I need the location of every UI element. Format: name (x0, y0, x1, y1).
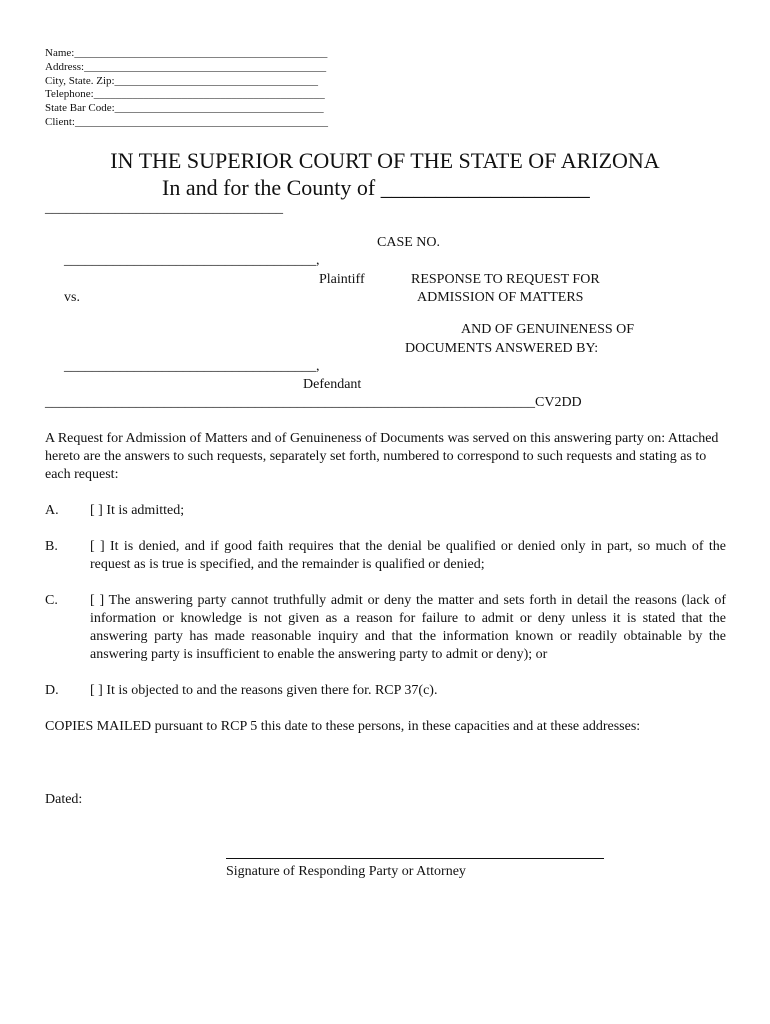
caption-bottom-rule-line: ______________________________________________________________________ (45, 395, 535, 410)
response-title-line-3: AND OF GENUINENESS OF (461, 322, 635, 337)
case-number-label: CASE NO. (377, 235, 441, 250)
dated-label: Dated: (45, 792, 83, 807)
versus-label: vs. (64, 290, 80, 305)
address-field-line: Address:____________________________________________ (45, 61, 327, 73)
form-code: CV2DD (535, 395, 582, 410)
court-title: IN THE SUPERIOR COURT OF THE STATE OF ARIZONA (110, 148, 660, 173)
name-field-line: Name:______________________________________________ (45, 47, 328, 59)
plaintiff-label: Plaintiff (319, 272, 365, 287)
defendant-blank: ____________________________________, (64, 359, 320, 374)
telephone-field-line: Telephone:__________________________________________ (45, 88, 325, 100)
option-b-text: [ ] It is denied, and if good faith requires that the denial be qualified or denied only in part, so much of the request as is true is specified, and the remainder is qualified or denied; (90, 539, 726, 572)
response-title-line-2: ADMISSION OF MATTERS (417, 290, 584, 305)
option-d-text: [ ] It is objected to and the reasons given there for. RCP 37(c). (90, 683, 438, 698)
option-d-letter: D. (45, 683, 59, 698)
caption-bottom-rule (45, 394, 582, 412)
option-c-letter: C. (45, 593, 58, 608)
option-a-text: [ ] It is admitted; (90, 503, 185, 518)
response-title-line-4: DOCUMENTS ANSWERED BY: (405, 341, 599, 356)
response-title-line-1: RESPONSE TO REQUEST FOR (411, 272, 600, 287)
intro-paragraph: A Request for Admission of Matters and of Genuineness of Documents was served on this answering party on: Attached hereto are the answers to such requests, separately set forth, numbered to correspond to such requests and stating as to each request: (45, 431, 719, 482)
copies-mailed-statement: COPIES MAILED pursuant to RCP 5 this date to these persons, in these capacities and at these addresses: (45, 719, 641, 734)
option-c-text: [ ] The answering party cannot truthfully admit or deny the matter and sets forth in detail the reasons (lack of information or knowledge is not given as a reason for failure to admit or deny unless it is stated that the answering party has made reasonable inquiry and that the information known or readily obtainable by the answering party is insufficient to enable the answering party to admit or deny); or (90, 593, 726, 662)
city-state-zip-field-line: City, State. Zip:_____________________________________ (45, 75, 319, 87)
county-line: In and for the County of ___________________ (162, 175, 590, 200)
state-bar-code-field-line: State Bar Code:______________________________________ (45, 102, 324, 114)
defendant-label: Defendant (303, 377, 362, 392)
option-b-letter: B. (45, 539, 58, 554)
plaintiff-blank: ____________________________________, (64, 253, 320, 268)
caption-top-rule: __________________________________ (45, 201, 283, 216)
option-a-letter: A. (45, 503, 59, 518)
client-field-line: Client:______________________________________________ (45, 116, 328, 128)
signature-line[interactable] (226, 858, 604, 859)
signature-label: Signature of Responding Party or Attorney (226, 864, 466, 879)
